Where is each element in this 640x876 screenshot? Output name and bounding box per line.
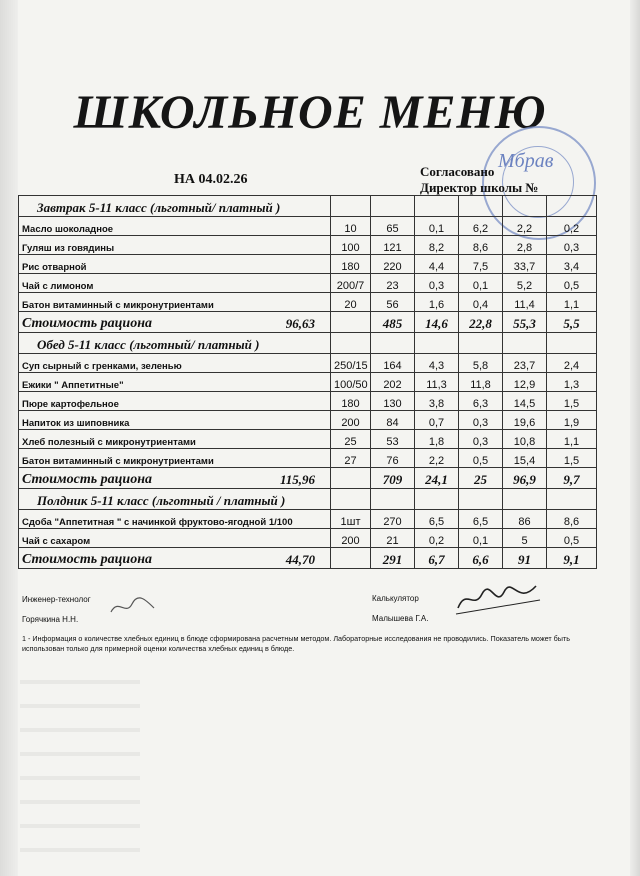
carbs-value: 5,2 [503, 274, 547, 293]
empty-cell [371, 489, 415, 510]
empty-cell [331, 489, 371, 510]
approval-label: Согласовано [420, 164, 495, 179]
carbs-value: 14,5 [503, 392, 547, 411]
dish-name: Суп сырный с гренками, зеленью [19, 354, 331, 373]
dish-name: Гуляш из говядины [19, 236, 331, 255]
carbs-value: 86 [503, 510, 547, 529]
fat-value: 0,3 [459, 430, 503, 449]
fat-value: 6,3 [459, 392, 503, 411]
total-energy: 291 [371, 548, 415, 569]
portion-value: 100 [331, 236, 371, 255]
protein-value: 0,3 [415, 274, 459, 293]
bread-units-value: 2,4 [547, 354, 597, 373]
bread-units-value: 1,5 [547, 392, 597, 411]
cost-label [19, 548, 331, 569]
empty-cell [459, 489, 503, 510]
dish-name: Напиток из шиповника [19, 411, 331, 430]
carbs-value: 23,7 [503, 354, 547, 373]
director-signature: Mбpaв [498, 150, 554, 172]
energy-value: 121 [371, 236, 415, 255]
empty-cell [547, 196, 597, 217]
fat-value: 0,3 [459, 411, 503, 430]
show-through-shadow [20, 660, 140, 870]
carbs-value: 2,2 [503, 217, 547, 236]
protein-value: 6,5 [415, 510, 459, 529]
fat-value: 5,8 [459, 354, 503, 373]
dish-name: Батон витаминный с микронутриентами [19, 293, 331, 312]
energy-value: 84 [371, 411, 415, 430]
empty-cell [503, 196, 547, 217]
total-bread-units: 9,7 [547, 468, 597, 489]
fat-value: 8,6 [459, 236, 503, 255]
menu-table [18, 195, 597, 569]
empty-cell [459, 333, 503, 354]
protein-value: 2,2 [415, 449, 459, 468]
cost-label-text: Стоимость рациона [22, 552, 152, 567]
empty-cell [459, 196, 503, 217]
menu-item-row [19, 373, 597, 392]
menu-item-row [19, 274, 597, 293]
bread-units-value: 8,6 [547, 510, 597, 529]
empty-cell [371, 333, 415, 354]
section-title: Полдник 5-11 класс (льготный / платный ) [19, 489, 331, 510]
energy-value: 76 [371, 449, 415, 468]
energy-value: 130 [371, 392, 415, 411]
total-protein: 14,6 [415, 312, 459, 333]
protein-value: 8,2 [415, 236, 459, 255]
fat-value: 0,1 [459, 274, 503, 293]
fat-value: 0,1 [459, 529, 503, 548]
protein-value: 4,4 [415, 255, 459, 274]
bread-units-value: 0,5 [547, 274, 597, 293]
empty-cell [331, 312, 371, 333]
carbs-value: 19,6 [503, 411, 547, 430]
menu-date: НА 04.02.26 [174, 172, 248, 187]
portion-value: 200 [331, 529, 371, 548]
total-carbs: 96,9 [503, 468, 547, 489]
empty-cell [415, 196, 459, 217]
cost-label [19, 468, 331, 489]
bread-units-value: 0,3 [547, 236, 597, 255]
protein-value: 0,1 [415, 217, 459, 236]
footnote: 1 - Информация о количестве хлебных единиц в блюде сформирована расчетным методом. Лабораторные исследования не проводились. Показатель может быть использован только для примерной оценки количества хлебных единиц в блюде. [22, 634, 570, 653]
cost-row [19, 548, 597, 569]
empty-cell [415, 489, 459, 510]
empty-cell [503, 489, 547, 510]
protein-value: 1,8 [415, 430, 459, 449]
section-title: Обед 5-11 класс (льготный/ платный ) [19, 333, 331, 354]
fat-value: 0,4 [459, 293, 503, 312]
total-energy: 709 [371, 468, 415, 489]
calculator-role: Калькулятор [372, 594, 419, 603]
dish-name: Рис отварной [19, 255, 331, 274]
bread-units-value: 1,1 [547, 430, 597, 449]
total-protein: 6,7 [415, 548, 459, 569]
section-header-row [19, 333, 597, 354]
carbs-value: 12,9 [503, 373, 547, 392]
energy-value: 270 [371, 510, 415, 529]
total-fat: 25 [459, 468, 503, 489]
portion-value: 25 [331, 430, 371, 449]
bread-units-value: 1,5 [547, 449, 597, 468]
empty-cell [547, 489, 597, 510]
dish-name: Ежики " Аппетитные" [19, 373, 331, 392]
energy-value: 23 [371, 274, 415, 293]
dish-name: Чай с сахаром [19, 529, 331, 548]
menu-item-row [19, 217, 597, 236]
empty-cell [331, 468, 371, 489]
energy-value: 21 [371, 529, 415, 548]
portion-value: 200 [331, 411, 371, 430]
menu-item-row [19, 449, 597, 468]
dish-name: Хлеб полезный с микронутриентами [19, 430, 331, 449]
carbs-value: 10,8 [503, 430, 547, 449]
protein-value: 1,6 [415, 293, 459, 312]
calculator-name: Малышева Г.А. [372, 614, 429, 623]
portion-value: 10 [331, 217, 371, 236]
energy-value: 56 [371, 293, 415, 312]
protein-value: 11,3 [415, 373, 459, 392]
total-bread-units: 5,5 [547, 312, 597, 333]
technologist-role: Инженер-технолог [22, 595, 91, 604]
protein-value: 0,7 [415, 411, 459, 430]
fat-value: 6,2 [459, 217, 503, 236]
bread-units-value: 1,1 [547, 293, 597, 312]
cost-value: 96,63 [285, 316, 315, 331]
menu-item-row [19, 293, 597, 312]
carbs-value: 33,7 [503, 255, 547, 274]
total-bread-units: 9,1 [547, 548, 597, 569]
scan-edge-right [630, 0, 640, 876]
menu-item-row [19, 510, 597, 529]
portion-value: 27 [331, 449, 371, 468]
cost-label-text: Стоимость рациона [22, 472, 152, 487]
fat-value: 7,5 [459, 255, 503, 274]
empty-cell [547, 333, 597, 354]
technologist-name: Горячкина Н.Н. [22, 615, 79, 624]
carbs-value: 15,4 [503, 449, 547, 468]
menu-item-row [19, 430, 597, 449]
total-energy: 485 [371, 312, 415, 333]
portion-value: 200/7 [331, 274, 371, 293]
dish-name: Масло шоколадное [19, 217, 331, 236]
cost-row [19, 312, 597, 333]
carbs-value: 2,8 [503, 236, 547, 255]
total-carbs: 55,3 [503, 312, 547, 333]
dish-name: Сдоба "Аппетитная " с начинкой фруктово-ягодной 1/100 [19, 510, 331, 529]
dish-name: Чай с лимоном [19, 274, 331, 293]
cost-row [19, 468, 597, 489]
portion-value: 250/15 [331, 354, 371, 373]
cost-label [19, 312, 331, 333]
page-title: ШКОЛЬНОЕ МЕНЮ [73, 86, 547, 139]
energy-value: 220 [371, 255, 415, 274]
energy-value: 65 [371, 217, 415, 236]
total-protein: 24,1 [415, 468, 459, 489]
energy-value: 53 [371, 430, 415, 449]
portion-value: 100/50 [331, 373, 371, 392]
approval-block [420, 164, 539, 196]
total-carbs: 91 [503, 548, 547, 569]
carbs-value: 5 [503, 529, 547, 548]
total-fat: 22,8 [459, 312, 503, 333]
technologist-signature [108, 594, 158, 620]
protein-value: 0,2 [415, 529, 459, 548]
director-label: Директор школы № [420, 180, 539, 195]
empty-cell [371, 196, 415, 217]
bread-units-value: 3,4 [547, 255, 597, 274]
menu-item-row [19, 354, 597, 373]
empty-cell [331, 548, 371, 569]
menu-item-row [19, 411, 597, 430]
empty-cell [415, 333, 459, 354]
bread-units-value: 0,5 [547, 529, 597, 548]
fat-value: 6,5 [459, 510, 503, 529]
menu-item-row [19, 236, 597, 255]
section-title: Завтрак 5-11 класс (льготный/ платный ) [19, 196, 331, 217]
calculator-signature [452, 580, 542, 622]
section-header-row [19, 489, 597, 510]
bread-units-value: 0,2 [547, 217, 597, 236]
portion-value: 180 [331, 255, 371, 274]
carbs-value: 11,4 [503, 293, 547, 312]
dish-name: Батон витаминный с микронутриентами [19, 449, 331, 468]
portion-value: 20 [331, 293, 371, 312]
portion-value: 1шт [331, 510, 371, 529]
protein-value: 4,3 [415, 354, 459, 373]
protein-value: 3,8 [415, 392, 459, 411]
empty-cell [503, 333, 547, 354]
fat-value: 11,8 [459, 373, 503, 392]
dish-name: Пюре картофельное [19, 392, 331, 411]
energy-value: 202 [371, 373, 415, 392]
menu-item-row [19, 255, 597, 274]
cost-value: 115,96 [279, 472, 315, 487]
section-header-row [19, 196, 597, 217]
bread-units-value: 1,9 [547, 411, 597, 430]
portion-value: 180 [331, 392, 371, 411]
menu-item-row [19, 529, 597, 548]
empty-cell [331, 333, 371, 354]
total-fat: 6,6 [459, 548, 503, 569]
fat-value: 0,5 [459, 449, 503, 468]
empty-cell [331, 196, 371, 217]
menu-item-row [19, 392, 597, 411]
energy-value: 164 [371, 354, 415, 373]
cost-label-text: Стоимость рациона [22, 316, 152, 331]
bread-units-value: 1,3 [547, 373, 597, 392]
cost-value: 44,70 [285, 552, 315, 567]
